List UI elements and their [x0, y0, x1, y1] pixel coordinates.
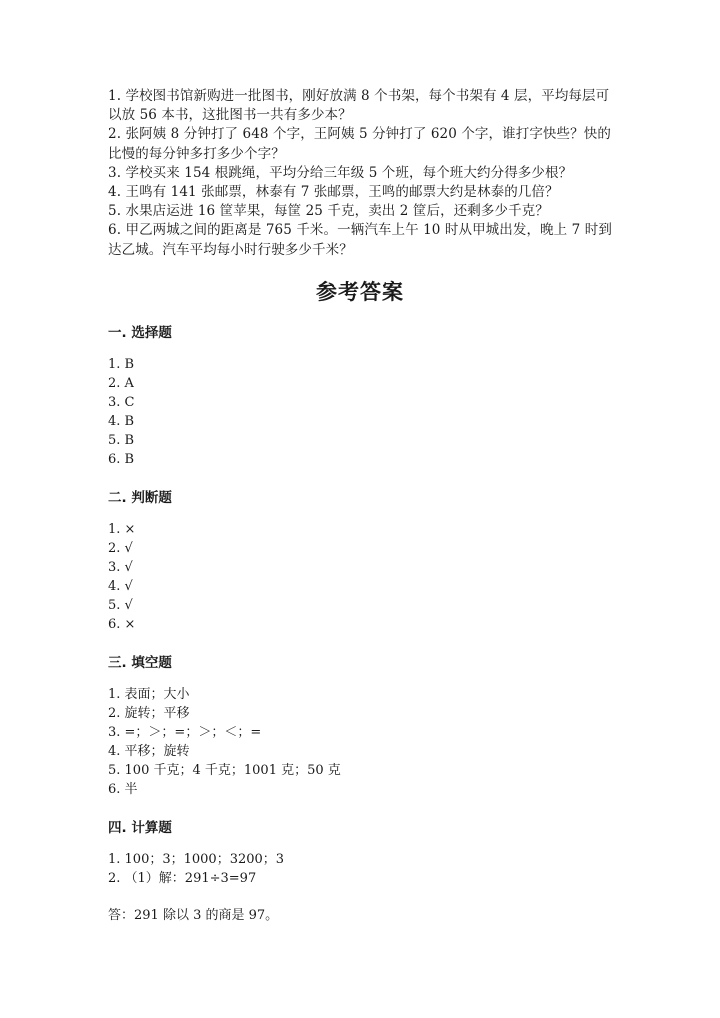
answers-title: 参考答案 [316, 280, 404, 304]
list-item: 2. A [108, 376, 134, 391]
list-item: 1. 表面；大小 [108, 687, 190, 702]
list-item: 6. 半 [108, 782, 138, 797]
problem-6: 6. 甲乙两城之间的距离是 765 千米。一辆汽车上午 10 时从甲城出发，晚上 7 时到达乙城。汽车平均每小时行驶多少千米？ [108, 222, 612, 258]
list-item: 6. × [108, 617, 136, 632]
list-item: 1. B [108, 357, 135, 372]
list-item: 3. =；＞；=；＞；＜；= [108, 725, 262, 740]
problem-3: 3. 学校买来 154 根跳绳，平均分给三年级 5 个班，每个班大约分得多少根？ [108, 164, 573, 181]
list-item: 5. √ [108, 598, 133, 613]
section-judge-list [108, 520, 135, 634]
list-item: 5. 100 千克；4 千克；1001 克；50 克 [108, 763, 341, 778]
problem-2: 2. 张阿姨 8 分钟打了 648 个字，王阿姨 5 分钟打了 620 个字，谁打字快些？快的比慢的每分钟多打多少个字？ [108, 126, 611, 162]
list-item: 6. B [108, 452, 135, 467]
section-judge-title: 二. 判断题 [108, 490, 172, 506]
section-calc-title: 四. 计算题 [108, 820, 172, 836]
list-item: 5. B [108, 433, 135, 448]
problem-4: 4. 王鸣有 141 张邮票，林泰有 7 张邮票，王鸣的邮票大约是林泰的几倍？ [108, 184, 559, 201]
problem-1: 1. 学校图书馆新购进一批图书，刚好放满 8 个书架，每个书架有 4 层，平均每层可以放 56 本书，这批图书一共有多少本？ [108, 88, 610, 124]
word-problems [108, 87, 616, 260]
list-item: 2. √ [108, 541, 133, 556]
section-choice-list [108, 355, 134, 469]
list-item: 2. 旋转；平移 [108, 706, 190, 721]
list-item: 1. 100；3；1000；3200；3 [108, 852, 285, 867]
list-item: 4. √ [108, 579, 133, 594]
list-item: 4. 平移；旋转 [108, 744, 190, 759]
list-item: 4. B [108, 414, 135, 429]
list-item: 3. C [108, 395, 135, 410]
section-calc-list [108, 850, 284, 888]
final-answer: 答：291 除以 3 的商是 97。 [108, 908, 279, 923]
list-item: 3. √ [108, 560, 133, 575]
section-choice-title: 一. 选择题 [108, 325, 172, 341]
list-item: 2. （1）解：291÷3=97 [108, 871, 257, 886]
problem-5: 5. 水果店运进 16 筐苹果，每筐 25 千克，卖出 2 筐后，还剩多少千克？ [108, 203, 549, 220]
section-fill-title: 三. 填空题 [108, 655, 172, 671]
section-fill-list [108, 685, 341, 799]
list-item: 1. × [108, 522, 136, 537]
